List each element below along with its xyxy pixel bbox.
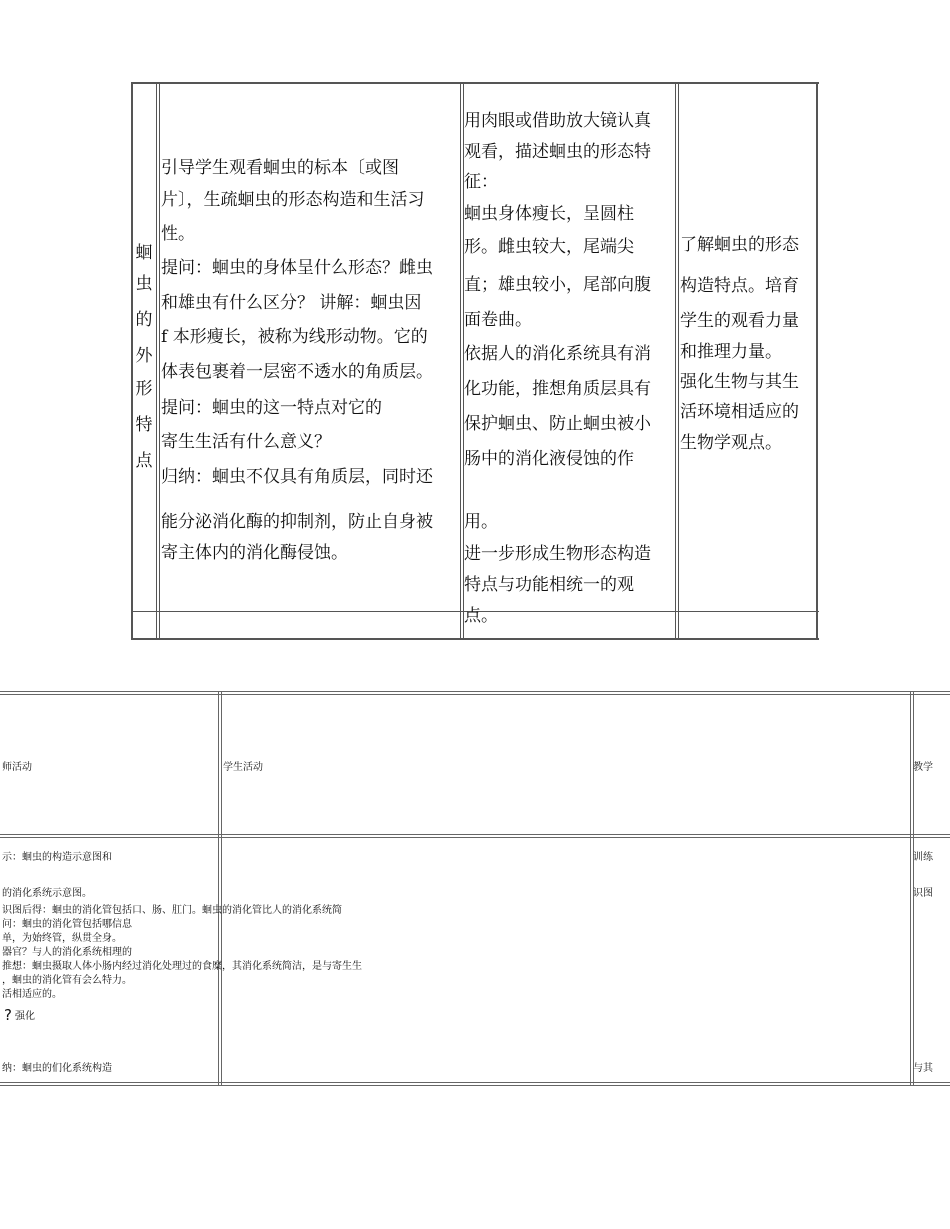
text-line: 提问：蛔虫的这一特点对它的 — [161, 398, 382, 418]
text-line: 示：蛔虫的构造示意图和 — [2, 852, 112, 863]
text-line: 保护蛔虫、防止蛔虫被小 — [464, 414, 651, 434]
table-border — [0, 834, 950, 835]
table-border — [221, 691, 222, 1086]
text-line: 纳：蛔虫的们化系统构造 — [2, 1063, 112, 1074]
text-line: 单，为始终管，纵贯全身。 — [2, 933, 122, 944]
text-line: 归纳：蛔虫不仅具有角质层，同时还 — [161, 467, 433, 487]
text-line: 器官？与人的消化系统相理的 — [2, 947, 132, 958]
text-line: 性。 — [161, 224, 195, 244]
text-line: 进一步形成生物形态构造 — [464, 544, 651, 564]
text-line: 特点与功能相统一的观 — [464, 575, 634, 595]
text-line: 学生的观看力量 — [680, 311, 799, 331]
text-line: 能分泌消化酶的抑制剂，防止自身被 — [161, 512, 433, 532]
text-line: 推想：蛔虫摄取人体小肠内经过消化处理过的食糜，其消化系统简洁，是与寄生生 — [2, 961, 362, 972]
text-line: 观看，描述蛔虫的形态特 — [464, 142, 651, 162]
text-line: 面卷曲。 — [464, 310, 532, 330]
table-border — [0, 1085, 950, 1086]
table-border — [0, 694, 950, 695]
text-line: 寄主体内的消化酶侵蚀。 — [161, 543, 348, 563]
topic-char: 形 — [135, 379, 153, 399]
topic-char: 虫 — [135, 274, 153, 294]
text-line: 引导学生观看蛔虫的标本〔或图 — [161, 158, 399, 178]
intent-fragment: 识图 — [913, 888, 933, 899]
text-line: 问：蛔虫的消化管包括哪信息 — [2, 919, 132, 930]
text-line: 体表包裹着一层密不透水的角质层。 — [161, 362, 433, 382]
text-line: 活相适应的。 — [2, 989, 62, 1000]
text-line: 构造特点。培育 — [680, 276, 799, 296]
table-border — [0, 1082, 950, 1083]
question-mark: ? — [4, 1006, 12, 1024]
header-teacher-activity: 师活动 — [2, 762, 32, 773]
header-intent: 教学 — [913, 762, 933, 773]
text-line: 用肉眼或借助放大镜认真 — [464, 111, 651, 131]
text-line: 活环境相适应的 — [680, 402, 799, 422]
topic-char: 蛔 — [135, 243, 153, 263]
text-line: ，蛔虫的消化管有会么特力。 — [2, 975, 132, 986]
text-line: 征： — [464, 172, 498, 192]
text-line: 和雄虫有什么区分？ 讲解：蛔虫因 — [161, 293, 422, 313]
text-line: 片〕，生疏蛔虫的形态构造和生活习 — [161, 190, 425, 210]
text-line: 强化生物与其生 — [680, 372, 799, 392]
text-line: 形。雌虫较大，尾端尖 — [464, 237, 634, 257]
header-student-activity: 学生活动 — [223, 762, 263, 773]
text-line: 识图后得：蛔虫的消化管包括口、肠、肛门。蛔虫的消化管比人的消化系统简 — [2, 905, 342, 916]
topic-char: 特 — [135, 415, 153, 435]
text-line: 的消化系统示意图。 — [2, 888, 92, 899]
text-line: 化功能，推想角质层具有 — [464, 379, 651, 399]
text-line: 强化 — [15, 1011, 35, 1022]
text-line: 用。 — [464, 512, 498, 532]
text-line: 提问：蛔虫的身体呈什么形态？雌虫 — [161, 258, 433, 278]
text-line: 了解蛔虫的形态 — [680, 235, 799, 255]
table-border — [910, 691, 911, 1086]
text-line: 点。 — [464, 606, 498, 626]
table-border — [218, 691, 219, 1086]
text-line: 依据人的消化系统具有消 — [464, 344, 651, 364]
intent-fragment: 与其 — [913, 1063, 933, 1074]
text-line: f 本形瘦长，被称为线形动物。它的 — [161, 327, 428, 347]
text-line: 直；雄虫较小，尾部向腹 — [464, 275, 651, 295]
text-line: 蛔虫身体瘦长，呈圆柱 — [464, 204, 634, 224]
text-line: 生物学观点。 — [680, 433, 782, 453]
topic-char: 点 — [135, 451, 153, 471]
intent-fragment: 训练 — [913, 852, 933, 863]
text-line: 肠中的消化液侵蚀的作 — [464, 449, 634, 469]
table-border — [0, 691, 950, 692]
text-line: 寄生生活有什么意义？ — [161, 432, 331, 452]
table-border — [0, 837, 950, 838]
topic-char: 外 — [135, 346, 153, 366]
topic-char: 的 — [135, 310, 153, 330]
text-line: 和推理力量。 — [680, 342, 782, 362]
